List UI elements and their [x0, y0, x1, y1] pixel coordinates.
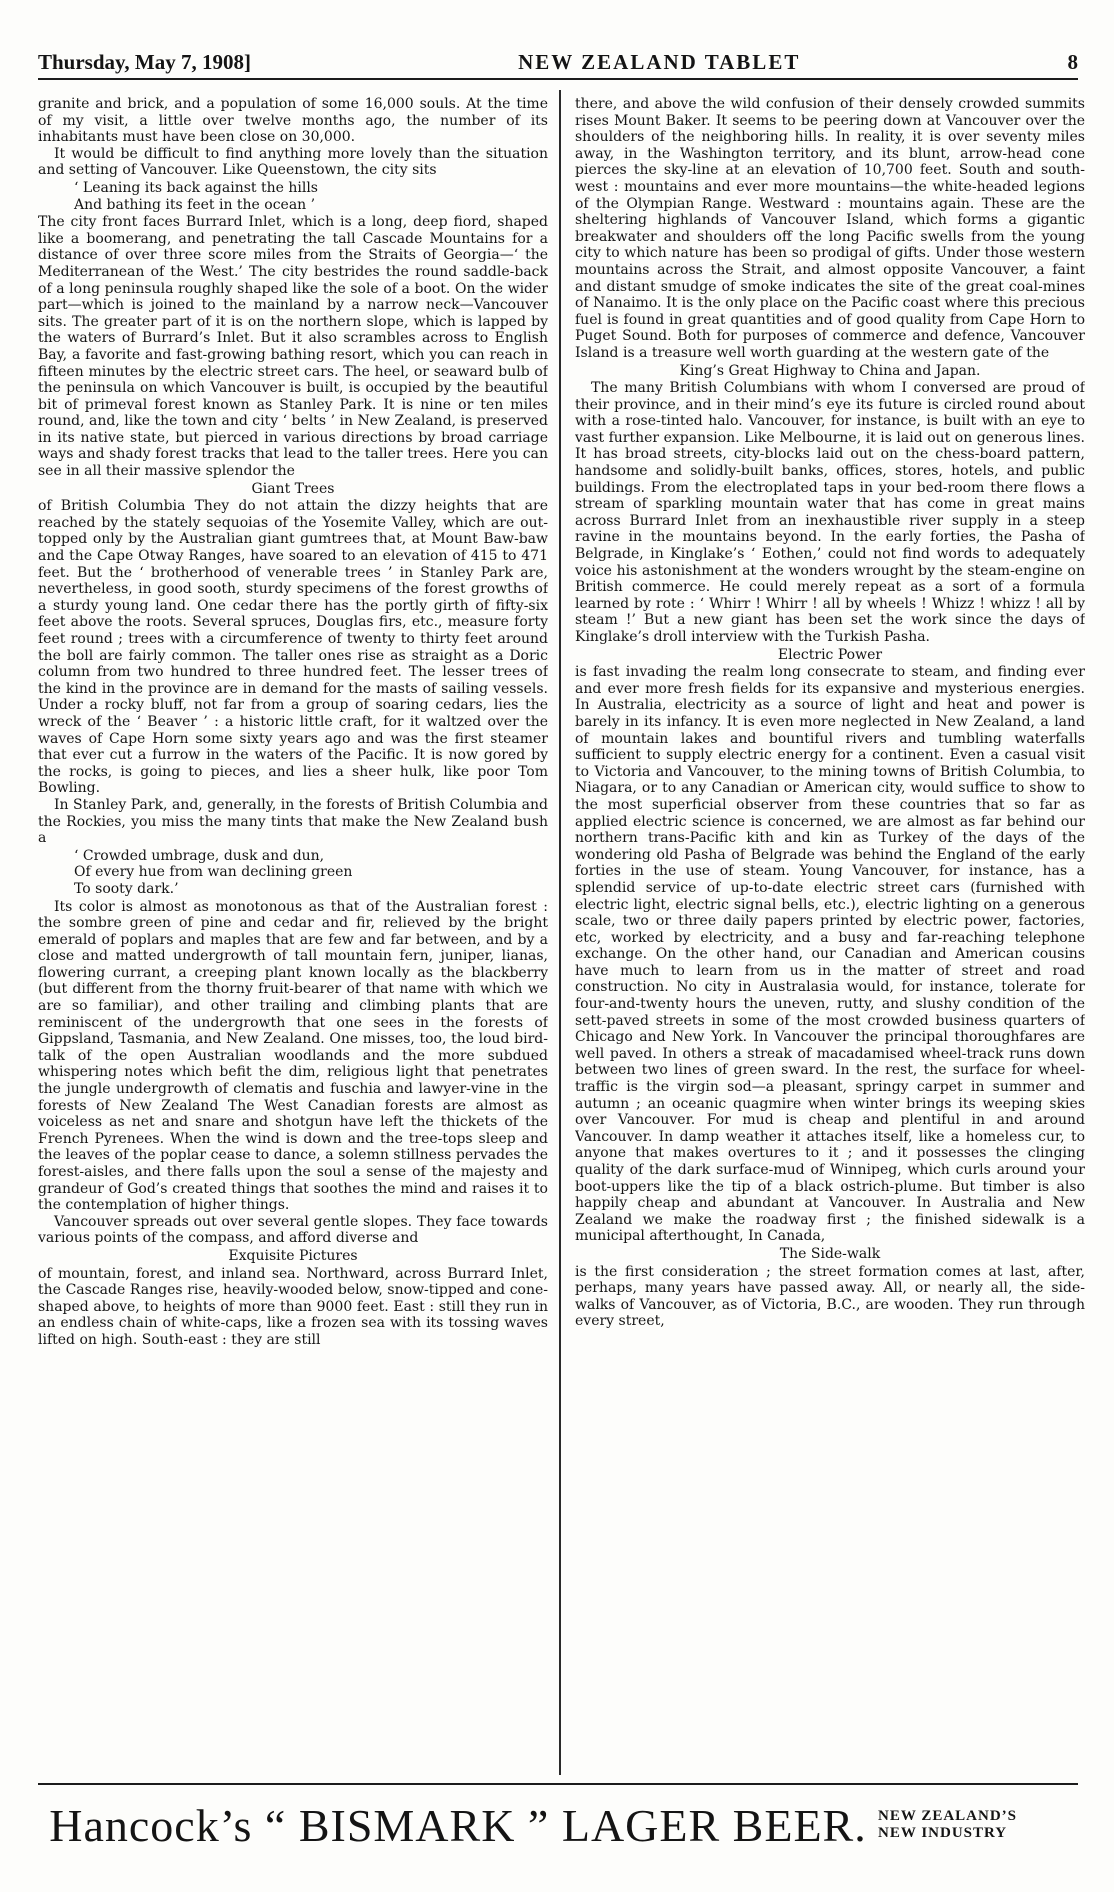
paragraph: It would be difficult to find anything more lovely than the situation and setting of Vancouver. Like Queenstown, the city sits	[38, 145, 548, 179]
paragraph: Vancouver spreads out over several gentle slopes. They face towards various points of the compass, and afford diverse and	[38, 1213, 548, 1247]
paragraph: of British Columbia They do not attain the dizzy heights that are reached by the stately sequoias of the Yosemite Valley, which are out-topped only by the Australian giant gumtrees that, at Mount Baw-baw and the Cape Otway Ranges, have soared to an elevation of 415 to 471 feet. But the ‘ brotherhood of venerable trees ’ in Stanley Park are, nevertheless, in good sooth, sturdy specimens of the forest growths of a sturdy young land. One cedar there has the portly girth of fifty-six feet above the roots. Several spruces, Douglas firs, etc., measure forty feet round ; trees with a circumference of twenty to thirty feet around the boll are fairly common. The taller ones rise as straight as a Doric column from two hundred to three hundred feet. The lesser trees of the kind in the province are in demand for the masts of sailing vessels. Under a rocky bluff, not far from a group of soaring cedars, lies the wreck of the ‘ Beaver ’ : a historic little craft, for it waltzed over the waves of Cape Horn some sixty years ago and was the first steamer that ever cut a furrow in the waters of the Pacific. It is now gored by the rocks, is going to pieces, and lies a sheer hulk, like poor Tom Bowling.	[38, 498, 548, 797]
section-subheading: The Side-walk	[779, 1245, 881, 1262]
advert-headline: Hancock’s “ BISMARK ” LAGER BEER.	[49, 1799, 867, 1851]
article-column-right	[575, 96, 1085, 1776]
article-column-left	[38, 96, 548, 1776]
paragraph: The many British Columbians with whom I conversed are proud of their province, and in their mind’s eye its future is circled round about with a rose-tinted halo. Vancouver, for instance, is built with an eye to vast further expansion. Like Melbourne, it is laid out on generous lines. It has broad streets, city-blocks laid out on the chess-board pattern, handsome and solidly-built banks, offices, stores, hotels, and public buildings. From the electroplated taps in your bed-room there flows a stream of sparkling mountain water that has come in great mains across Burrard Inlet from an inexhaustible river supply in a steep ravine in the mountains beyond. In the early forties, the Pasha of Belgrade, in Kinglake’s ‘ Eothen,’ could not find words to adequately voice his astonishment at the wonders wrought by the steam-engine on British commerce. He could merely repeat as a sort of a formula learned by rote : ‘ Whirr ! Whirr ! all by wheels ! Whizz ! whizz ! all by steam !’ But a new giant has been set the work since the days of Kinglake’s droll interview with the Turkish Pasha.	[575, 380, 1085, 645]
verse-line: ‘ Leaning its back against the hills	[74, 179, 318, 196]
verse-line: ‘ Crowded umbrage, dusk and dun,	[74, 847, 325, 864]
page-number: 8	[1067, 50, 1078, 74]
paragraph: of mountain, forest, and inland sea. Northward, across Burrard Inlet, the Cascade Ranges rise, heavily-wooded below, snow-tipped and cone-shaped above, to heights of more than 9000 feet. East : still they run in an endless chain of white-caps, like a frozen sea with its tossing waves lifted on high. South-east : they are still	[38, 1265, 548, 1348]
paragraph: is the first consideration ; the street formation comes at last, after, perhaps, many years have passed away. All, or nearly all, the side-walks of Vancouver, as of Victoria, B.C., are wooden. They run through every street,	[575, 1263, 1085, 1330]
paragraph: granite and brick, and a population of some 16,000 souls. At the time of my visit, a little over twelve months ago, the number of its inhabitants must have been close on 30,000.	[38, 96, 548, 146]
issue-date: Thursday, May 7, 1908]	[38, 50, 251, 74]
column-divider	[559, 90, 561, 1775]
section-subheading: King’s Great Highway to China and Japan.	[679, 362, 981, 379]
footer-rule	[38, 1783, 1078, 1785]
paragraph: In Stanley Park, and, generally, in the forests of British Columbia and the Rockies, you miss the many tints that make the New Zealand bush a	[38, 796, 548, 847]
verse-quote	[38, 180, 548, 213]
advert-tagline	[878, 1808, 1078, 1842]
section-subheading: Exquisite Pictures	[228, 1247, 358, 1264]
verse-quote	[38, 848, 548, 898]
section-subheading: Giant Trees	[251, 480, 335, 497]
verse-line: And bathing its feet in the ocean ’	[74, 196, 316, 213]
advertisement-banner	[38, 1790, 1078, 1860]
paragraph: Its color is almost as monotonous as that of the Australian forest : the sombre green of pine and cedar and fir, relieved by the bright emerald of poplars and maples that are few and far between, and by a close and matted undergrowth of tall mountain fern, juniper, lianas, flowering currant, a creeping plant known locally as the blackberry (but different from the thorny fruit-bearer of that name with which we are so familiar), and other trailing and climbing plants that are reminiscent of the undergrowth that one sees in the forests of Gippsland, Tasmania, and New Zealand. One misses, too, the loud bird-talk of the open Australian woodlands and the more subdued whispering notes which befit the dim, religious light that penetrates the jungle undergrowth of clematis and fuschia and lawyer-vine in the forests of New Zealand The West Canadian forests are almost as voiceless as net and snare and shotgun have left the thickets of the French Pyrenees. When the wind is down and the tree-tops sleep and the leaves of the poplar cease to dance, a solemn stillness pervades the forest-aisles, and there falls upon the soul a sense of the majesty and grandeur of God’s created things that soothes the mind and raises it to the contemplation of higher things.	[38, 898, 548, 1214]
paragraph: there, and above the wild confusion of their densely crowded summits rises Mount Baker. It seems to be peering down at Vancouver over the shoulders of the neighboring hills. In reality, it is over seventy miles away, in the Washington territory, and its blunt, arrow-head cone pierces the sky-line at an elevation of 10,700 feet. South and south-west : mountains and ever more mountains—the white-headed legions of the Olympian Range. Westward : mountains again. These are the sheltering highlands of Vancouver Island, which forms a gigantic breakwater and shoulders off the long Pacific swells from the young city to which nature has been so prodigal of gifts. Under those western mountains across the Strait, and almost opposite Vancouver, a faint and distant smudge of smoke indicates the site of the great coal-mines of Nanaimo. It is the only place on the Pacific coast where this precious fuel is found in great quantities and of good quality from Cape Horn to Puget Sound. Both for purposes of commerce and defence, Vancouver Island is a treasure well worth guarding at the western gate of the	[575, 96, 1085, 361]
advert-tagline-line: NEW INDUSTRY	[878, 1825, 1008, 1841]
header-rule	[38, 78, 1078, 80]
verse-line: Of every hue from wan declining green	[74, 864, 353, 881]
paragraph: The city front faces Burrard Inlet, which is a long, deep fiord, shaped like a boomerang, and penetrating the tall Cascade Mountains for a distance of over three score miles from the Straits of Georgia—‘ the Mediterranean of the West.’ The city bestrides the round saddle-back of a long peninsula roughly shaped like the sole of a boot. On the wider part—which is joined to the mainland by a narrow neck—Vancouver sits. The greater part of it is on the northern slope, which is lapped by the waters of Burrard’s Inlet. But it also scrambles across to English Bay, a favorite and fast-growing bathing resort, which you can reach in fifteen minutes by the electric street cars. The heel, or seaward bulb of the peninsula on which Vancouver is built, is occupied by the beautiful bit of primeval forest known as Stanley Park. It is nine or ten miles round, and, like the town and city ‘ belts ’ in New Zealand, is preserved in its native state, but pierced in various directions by broad carriage ways and shady forest tracks that lead to the taller trees. Here you can see in all their massive splendor the	[38, 214, 548, 480]
paragraph: is fast invading the realm long consecrate to steam, and finding ever and ever more fresh fields for its expansive and mysterious energies. In Australia, electricity as a source of light and heat and power is barely in its infancy. It is even more neglected in New Zealand, a land of mountain lakes and bountiful rivers and tumbling waterfalls sufficient to supply electric energy for a continent. Even a casual visit to Victoria and Vancouver, to the mining towns of British Columbia, to Niagara, or to any Canadian or American city, would suffice to show to the most superficial observer from these countries that so far as applied electric science is concerned, we are almost as far behind our northern trans-Pacific kith and kin as Turkey of the days of the wondering old Pasha of Belgrade was behind the England of the early forties in the use of steam. Young Vancouver, for instance, has a splendid service of up-to-date electric street cars (furnished with electric light, electric signal bells, etc.), electric lighting on a generous scale, two or three daily papers printed by electric power, factories, etc, worked by electricity, and a busy and far-reaching telephone exchange. On the other hand, our Canadian and American cousins have much to learn from us in the matter of street and road construction. No city in Australasia would, for instance, tolerate for four-and-twenty hours the uneven, rutty, and slushy condition of the sett-paved streets in some of the most crowded business quarters of Chicago and New York. In Vancouver the principal thoroughfares are well paved. In others a streak of macadamised wheel-track runs down between two lines of green sward. In the rest, the surface for wheel-traffic is the virgin sod—a pleasant, springy carpet in summer and autumn ; an oceanic quagmire when winter brings its weeping skies over Vancouver. For mud is cheap and plentiful in and around Vancouver. In damp weather it attaches itself, like a homeless cur, to anyone that makes overtures to it ; and it possesses the clinging quality of the dark surface-mud of Winnipeg, which curls around your boot-uppers like the tip of a black ostrich-plume. But timber is also happily cheap and abundant at Vancouver. In Australia and New Zealand we make the roadway first ; the finished sidewalk is a municipal afterthought, In Canada,	[575, 664, 1085, 1245]
section-subheading: Electric Power	[777, 646, 883, 663]
advert-tagline-line: NEW ZEALAND’S	[878, 1808, 1017, 1824]
verse-line: To sooty dark.’	[74, 880, 179, 897]
masthead-title: NEW ZEALAND TABLET	[518, 50, 801, 74]
page-header	[38, 50, 1078, 76]
